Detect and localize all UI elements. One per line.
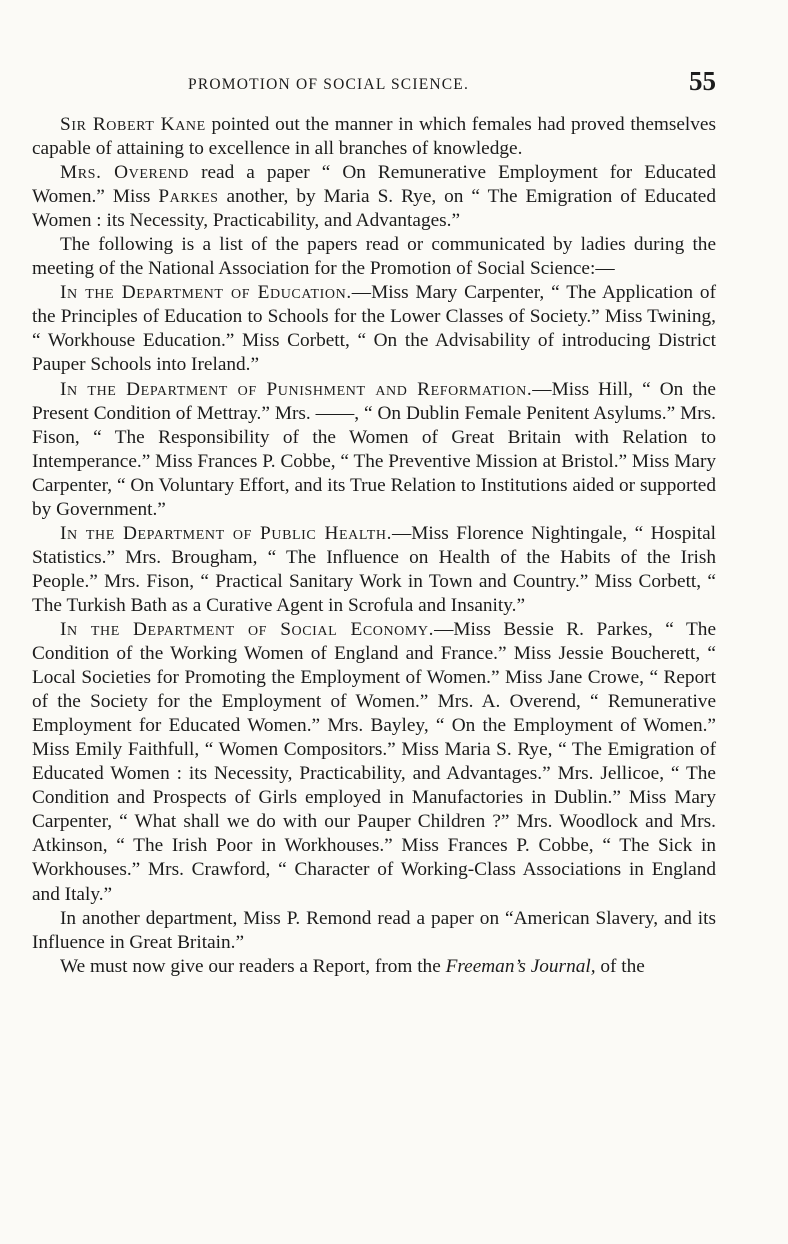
paragraph-text: read a paper “ On Remunerative Employment for Educated Women.” Miss <box>32 162 716 208</box>
paragraph-department-public-health <box>32 522 716 618</box>
section-heading: In the Department of Education. <box>60 282 352 304</box>
paragraph-text: of the <box>595 955 645 977</box>
paragraph-robert-kane <box>32 113 716 161</box>
paragraph-text: In another department, Miss P. Remond read a paper on “American Slavery, and its Influence in Great Britain.” <box>32 907 716 953</box>
publication-title: Freeman’s Journal, <box>445 955 596 977</box>
section-heading: In the Department of Punishment and Reformation. <box>60 378 533 400</box>
paragraph-text: another, by Maria S. Rye, on “ The Emigration of Educated Women : its Necessity, Practicability, and Advantages.” <box>32 186 716 232</box>
paragraph-text: We must now give our readers a Report, from the <box>60 955 446 977</box>
paragraph-department-social-economy <box>32 618 716 907</box>
speaker-name: Sir Robert Kane <box>60 114 206 135</box>
paragraph-department-punishment <box>32 378 716 522</box>
section-heading: In the Department of Social Economy. <box>60 618 435 640</box>
paragraph-department-education <box>32 281 716 377</box>
paragraph-list-intro <box>32 233 716 281</box>
running-title: PROMOTION OF SOCIAL SCIENCE. <box>188 76 470 93</box>
speaker-name: Mrs. Overend <box>60 162 190 184</box>
paragraph-remond <box>32 907 716 955</box>
section-heading: In the Department of Public Health. <box>60 522 392 544</box>
paragraph-text: —Miss Mary Carpenter, “ The Application of the Principles of Education to Schools for the Lower Classes of Society.” Miss Twining, “ Workhouse Education.” Miss Corbett, “ On the Advisability of introducing District Pauper Schools into Ireland.” <box>32 282 716 376</box>
paragraph-overend <box>32 161 716 233</box>
speaker-name: Parkes <box>158 186 219 208</box>
paragraph-text: The following is a list of the papers read or communicated by ladies during the meeting of the National Association for the Promotion of Social Science:— <box>32 234 716 280</box>
paragraph-text: pointed out the manner in which females had proved themselves capable of attaining to excellence in all branches of knowledge. <box>32 114 716 160</box>
paragraph-report <box>32 955 716 979</box>
body-text <box>32 113 716 979</box>
paragraph-text: —Miss Florence Nightingale, “ Hospital Statistics.” Mrs. Brougham, “ The Influence on Health of the Habits of the Irish People.” Mrs. Fison, “ Practical Sanitary Work in Town and Country.” Miss Corbett, “ The Turkish Bath as a Curative Agent in Scrofula and Insanity.” <box>32 522 716 616</box>
paragraph-text: —Miss Hill, “ On the Present Condition of Mettray.” Mrs. ——, “ On Dublin Female Penitent Asylums.” Mrs. Fison, “ The Responsibility of the Women of Great Britain with Relation to Intemperance.” Miss Frances P. Cobbe, “ The Preventive Mission at Bristol.” Miss Mary Carpenter, “ On Voluntary Effort, and its True Relation to Institutions aided or supported by Government.” <box>32 378 717 520</box>
page-header <box>0 66 788 100</box>
paragraph-text: —Miss Bessie R. Parkes, “ The Condition of the Working Women of England and France.” Miss Jessie Boucherett, “ Local Societies for Promoting the Employment of Women.” Miss Jane Crowe, “ Report of the Society for the Employment of Women.” Mrs. A. Overend, “ Remunerative Employment for Educated Women.” Mrs. Bayley, “ On the Employment of Women.” Miss Emily Faithfull, “ Women Compositors.” Miss Maria S. Rye, “ The Emigration of Educated Women : its Necessity, Practicability, and Advantages.” Mrs. Jellicoe, “ The Condition and Prospects of Girls employed in Manufactories in Dublin.” Miss Mary Carpenter, “ What shall we do with our Pauper Children ?” Mrs. Woodlock and Mrs. Atkinson, “ The Irish Poor in Workhouses.” Miss Frances P. Cobbe, “ The Sick in Workhouses.” Mrs. Crawford, “ Character of Working-Class Associations in England and Italy.” <box>32 618 717 905</box>
page-number: 55 <box>689 66 716 96</box>
